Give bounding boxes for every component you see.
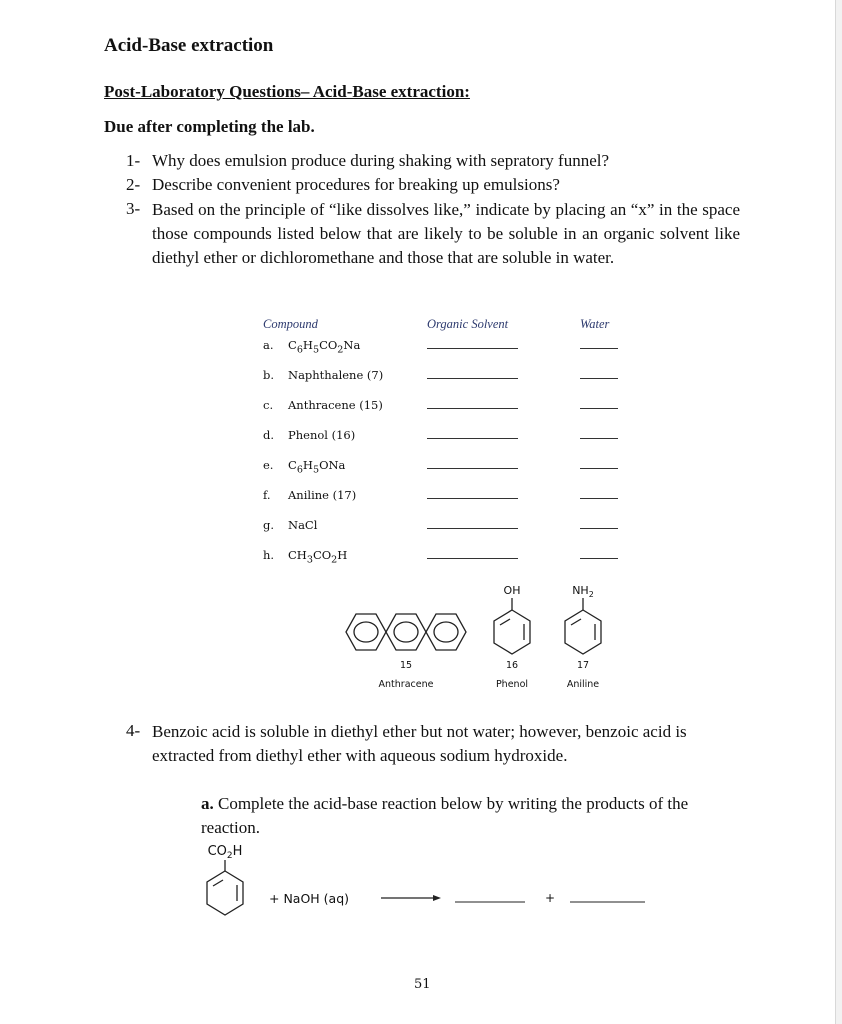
water-blank[interactable] bbox=[580, 378, 618, 379]
part-a-label: a. bbox=[201, 794, 214, 813]
question-1-number: 1- bbox=[126, 151, 141, 170]
table-header-compound: Compound bbox=[263, 317, 318, 331]
document-title: Acid-Base extraction bbox=[104, 35, 274, 56]
organic-solvent-blank[interactable] bbox=[427, 438, 518, 439]
organic-solvent-blank[interactable] bbox=[427, 408, 518, 409]
row-compound-name: $CH_3CO_2H$ bbox=[288, 548, 348, 566]
row-letter: g. bbox=[263, 518, 275, 532]
organic-solvent-blank[interactable] bbox=[427, 498, 518, 499]
reagent-label: + NaOH (aq) bbox=[269, 891, 350, 906]
page-number: 51 bbox=[414, 977, 431, 992]
anthracene-name: Anthracene bbox=[378, 679, 434, 690]
organic-solvent-blank[interactable] bbox=[427, 348, 518, 349]
part-a-prompt bbox=[201, 792, 741, 840]
aniline-nh2-label: $NH_2$ bbox=[572, 584, 594, 599]
water-blank[interactable] bbox=[580, 408, 618, 409]
benzoic-acid-structure bbox=[207, 860, 243, 915]
aniline-number: 17 bbox=[576, 660, 590, 671]
table-header-water: Water bbox=[580, 317, 610, 331]
question-4-number: 4- bbox=[126, 721, 141, 740]
organic-solvent-blank[interactable] bbox=[427, 528, 518, 529]
question-3-text: Based on the principle of “like dissolves like,” indicate by placing an “x” in the space those compounds listed below that are likely to be soluble in an organic solvent like diethyl ether or dichloromethane and those that are soluble in water. bbox=[152, 200, 740, 267]
row-compound-name: NaCl bbox=[288, 518, 318, 532]
row-letter: a. bbox=[263, 338, 274, 352]
table-header-organic: Organic Solvent bbox=[427, 317, 509, 331]
row-compound-name: Phenol (16) bbox=[288, 428, 356, 442]
row-letter: c. bbox=[263, 398, 274, 412]
part-a-text: Complete the acid-base reaction below by writing the products of the reaction. bbox=[201, 794, 689, 837]
row-letter: b. bbox=[263, 368, 275, 382]
arrow-head bbox=[433, 895, 441, 901]
aniline-structure bbox=[565, 598, 601, 654]
aniline-name: Aniline bbox=[566, 679, 600, 690]
question-3-number: 3- bbox=[126, 199, 141, 218]
anthracene-number: 15 bbox=[399, 660, 413, 671]
row-compound-name: Aniline (17) bbox=[288, 488, 357, 502]
question-4-text: Benzoic acid is soluble in diethyl ether but not water; however, benzoic acid is extracted from diethyl ether with aqueous sodium hydroxide. bbox=[152, 722, 687, 765]
row-compound-name: Anthracene (15) bbox=[288, 398, 383, 412]
row-letter: e. bbox=[263, 458, 274, 472]
benzoic-acid-group: $CO_2H$ bbox=[207, 844, 243, 861]
row-letter: f. bbox=[263, 488, 271, 502]
water-blank[interactable] bbox=[580, 468, 618, 469]
water-blank[interactable] bbox=[580, 348, 618, 349]
section-title: Post-Laboratory Questions– Acid-Base extraction: bbox=[104, 82, 470, 101]
reaction-scheme bbox=[195, 838, 665, 928]
anthracene-structure bbox=[346, 614, 466, 650]
organic-solvent-blank[interactable] bbox=[427, 558, 518, 559]
phenol-number: 16 bbox=[505, 660, 519, 671]
water-blank[interactable] bbox=[580, 528, 618, 529]
water-blank[interactable] bbox=[580, 498, 618, 499]
row-compound-name: $C_6H_5CO_2Na$ bbox=[288, 338, 361, 356]
question-2-number: 2- bbox=[126, 175, 141, 194]
question-1-text: Why does emulsion produce during shaking with sepratory funnel? bbox=[152, 151, 610, 170]
organic-solvent-blank[interactable] bbox=[427, 468, 518, 469]
phenol-structure bbox=[494, 598, 530, 654]
row-compound-name: Naphthalene (7) bbox=[288, 368, 384, 382]
organic-solvent-blank[interactable] bbox=[427, 378, 518, 379]
phenol-name: Phenol bbox=[495, 679, 529, 690]
phenol-oh-label: OH bbox=[503, 584, 521, 597]
row-letter: d. bbox=[263, 428, 275, 442]
product-plus: + bbox=[544, 891, 556, 905]
page-edge bbox=[836, 0, 842, 1024]
structures-figure bbox=[330, 580, 620, 695]
row-letter: h. bbox=[263, 548, 275, 562]
water-blank[interactable] bbox=[580, 438, 618, 439]
due-note: Due after completing the lab. bbox=[104, 117, 315, 136]
row-compound-name: $C_6H_5ONa$ bbox=[288, 458, 346, 476]
question-2-text: Describe convenient procedures for breaking up emulsions? bbox=[152, 175, 560, 194]
water-blank[interactable] bbox=[580, 558, 618, 559]
